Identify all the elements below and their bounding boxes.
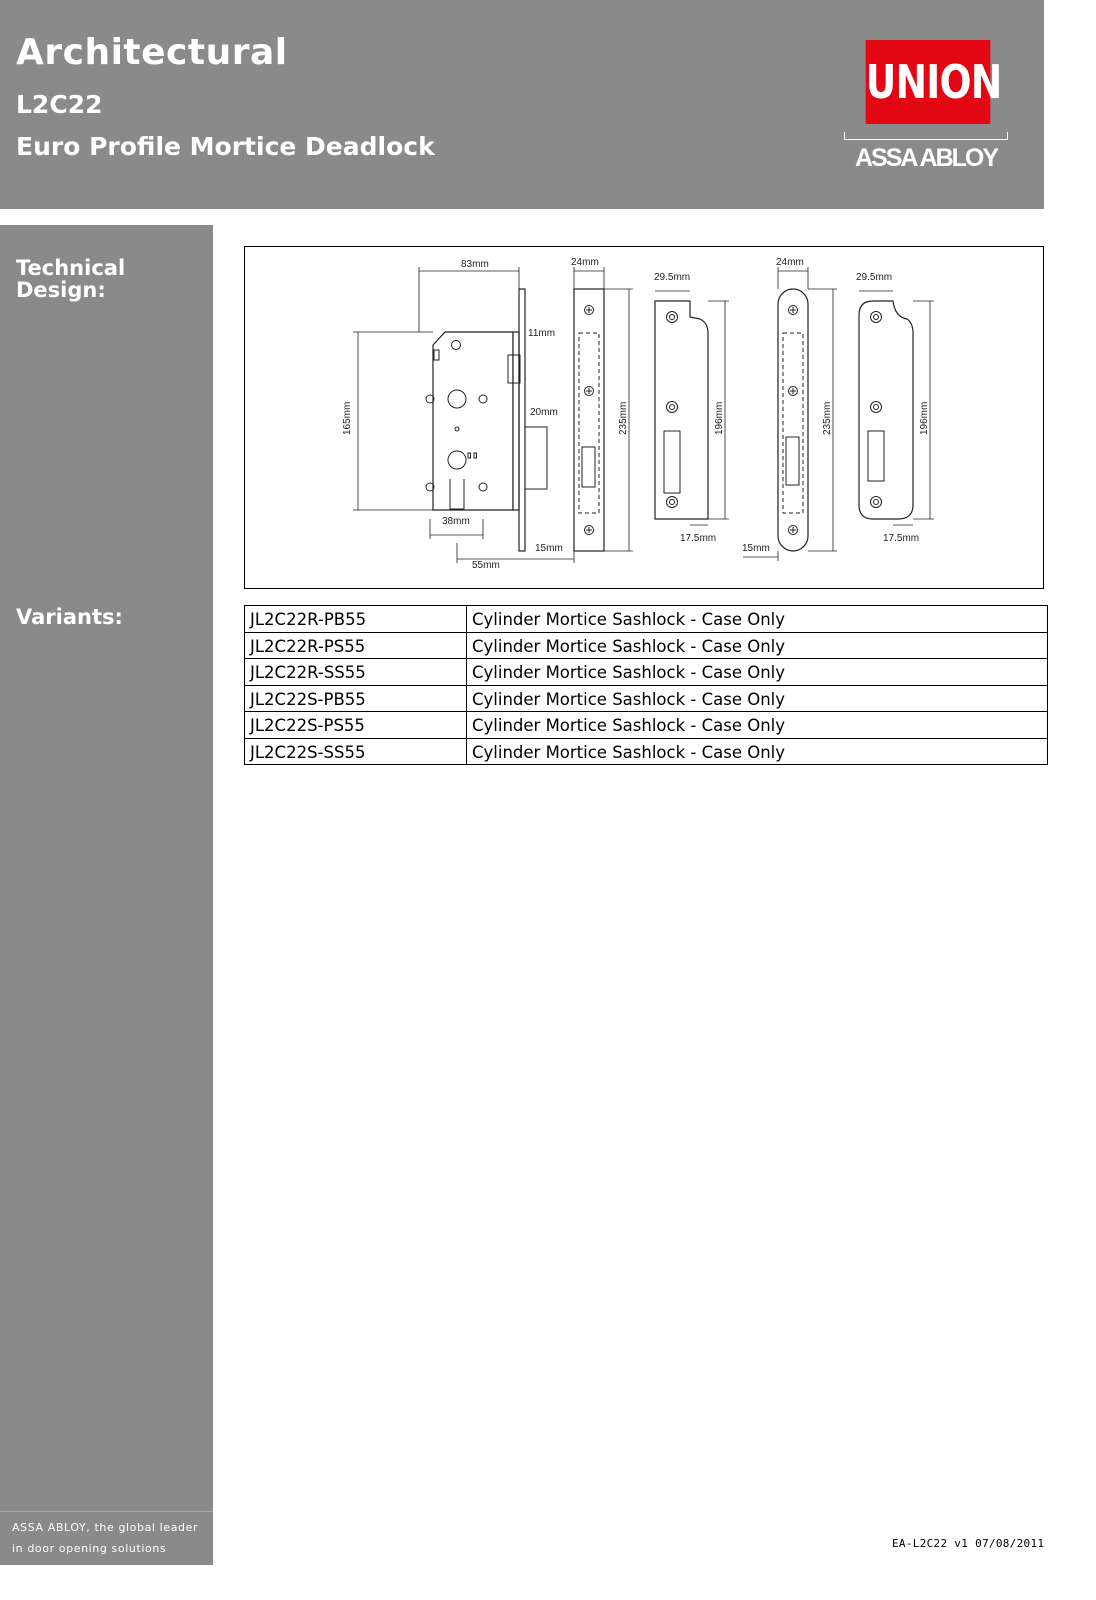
dim-165mm: 165mm	[342, 401, 353, 435]
dim-55mm: 55mm	[472, 560, 500, 571]
table-row	[245, 659, 1048, 686]
table-row	[245, 685, 1048, 712]
dim-235mm-b: 235mm	[822, 401, 833, 435]
document-reference: EA-L2C22 v1 07/08/2011	[892, 1537, 1045, 1550]
strike-radius	[859, 301, 913, 519]
technical-drawing	[244, 246, 1044, 589]
variant-code: JL2C22R-PB55	[245, 606, 467, 633]
dimension-lines	[353, 267, 934, 563]
union-logo: UNION	[866, 40, 991, 124]
variant-description: Cylinder Mortice Sashlock - Case Only	[467, 632, 1048, 659]
sidebar	[0, 225, 213, 1565]
header-banner	[0, 0, 1044, 209]
table-row	[245, 712, 1048, 739]
variant-description: Cylinder Mortice Sashlock - Case Only	[467, 685, 1048, 712]
dim-20mm: 20mm	[530, 407, 558, 418]
dim-38mm: 38mm	[442, 516, 470, 527]
variant-description: Cylinder Mortice Sashlock - Case Only	[467, 659, 1048, 686]
product-code: L2C22	[16, 90, 103, 119]
forend-radius	[778, 289, 808, 551]
footer-line1: ASSA ABLOY, the global leader	[12, 1521, 199, 1534]
variants-table	[244, 605, 1048, 765]
variant-description: Cylinder Mortice Sashlock - Case Only	[467, 738, 1048, 765]
footer-line2: in door opening solutions	[12, 1542, 167, 1555]
dim-196mm-a: 196mm	[714, 401, 725, 435]
table-row	[245, 738, 1048, 765]
dim-17-5mm-a: 17.5mm	[680, 533, 717, 544]
category-title: Architectural	[16, 32, 288, 73]
technical-design-label	[16, 257, 125, 301]
dim-196mm-b: 196mm	[919, 401, 930, 435]
dim-29-5mm-b: 29.5mm	[856, 272, 893, 283]
dim-17-5mm-b: 17.5mm	[883, 533, 920, 544]
variant-code: JL2C22S-PB55	[245, 685, 467, 712]
variant-code: JL2C22R-SS55	[245, 659, 467, 686]
table-row	[245, 632, 1048, 659]
technical-label-line2: Design:	[16, 278, 106, 302]
sidebar-footer	[12, 1517, 198, 1559]
logo-divider	[844, 132, 1008, 140]
variant-code: JL2C22R-PS55	[245, 632, 467, 659]
dim-11mm: 11mm	[528, 328, 556, 339]
dim-15mm-b: 15mm	[742, 543, 770, 554]
variant-description: Cylinder Mortice Sashlock - Case Only	[467, 712, 1048, 739]
lock-drawing-svg	[245, 247, 1045, 590]
variants-label: Variants:	[16, 605, 123, 629]
table-row	[245, 606, 1048, 633]
union-assa-abloy-logo	[838, 36, 1014, 176]
variant-code: JL2C22S-PS55	[245, 712, 467, 739]
forend-square	[574, 289, 604, 551]
dim-24mm-a: 24mm	[571, 257, 599, 268]
dim-83mm: 83mm	[461, 259, 489, 270]
footer-divider	[0, 1511, 213, 1512]
strike-square	[655, 301, 708, 519]
dim-15mm-a: 15mm	[535, 543, 563, 554]
variant-description: Cylinder Mortice Sashlock - Case Only	[467, 606, 1048, 633]
dim-24mm-b: 24mm	[776, 257, 804, 268]
technical-label-line1: Technical	[16, 256, 126, 280]
assa-abloy-logo: ASSA ABLOY	[854, 144, 998, 172]
dim-235mm-a: 235mm	[618, 401, 629, 435]
product-name: Euro Profile Mortice Deadlock	[16, 132, 435, 161]
dim-29-5mm-a: 29.5mm	[654, 272, 691, 283]
variant-code: JL2C22S-SS55	[245, 738, 467, 765]
